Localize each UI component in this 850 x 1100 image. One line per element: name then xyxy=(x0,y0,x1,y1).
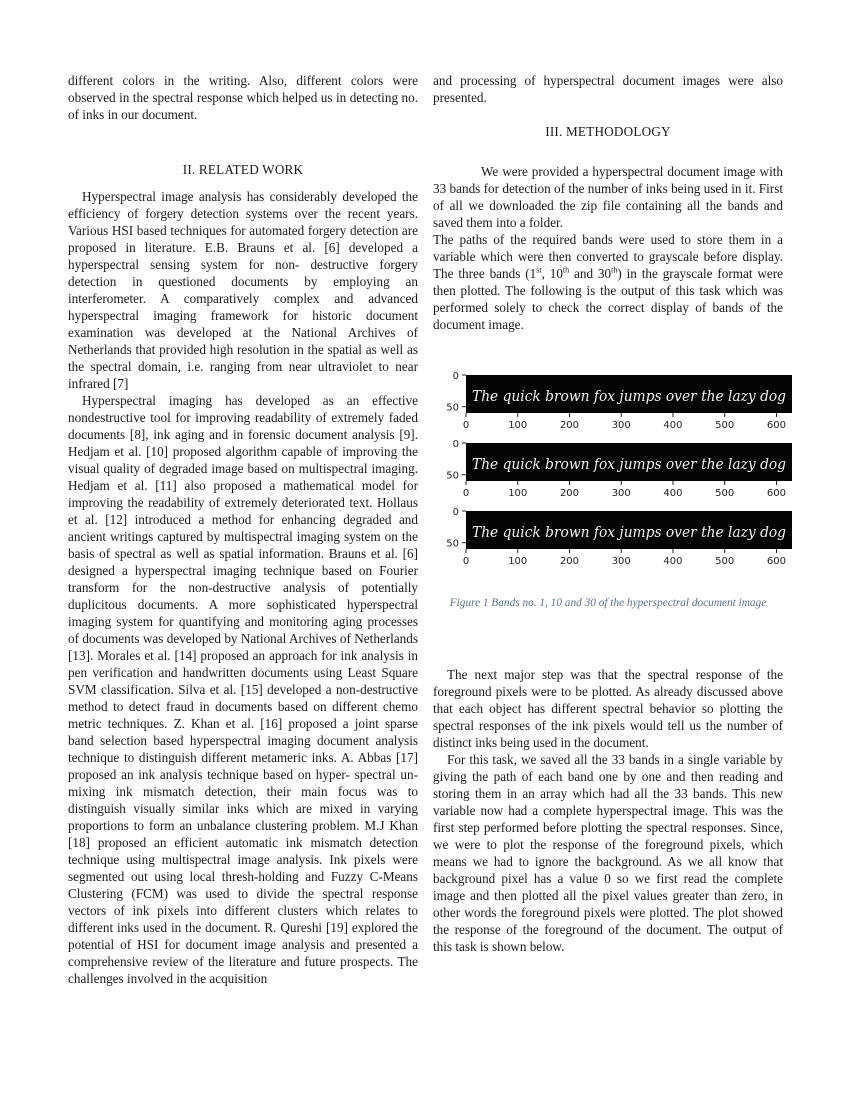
y-tick-label: 50 xyxy=(446,538,459,550)
left-column xyxy=(68,72,418,987)
band-images-plot xyxy=(433,371,793,591)
related-work-paragraph-1: Hyperspectral image analysis has considerably developed the efficiency of forgery detection systems over the recent years. Various HSI based techniques for automated forgery detection are proposed in literature. E.B. Brauns et al. [6] developed a hyperspectral sensing system for non- destructive forgery detection in questioned documents by employing an interferometer. A comparatively complex and advanced hyperspectral imaging framework for historic document examination was developed at the National Archives of Netherlands that provided high resolution in the spatial as well as the spectral domain, i.e. ranging from near ultraviolet to near infrared [7] xyxy=(68,189,418,391)
x-tick-label: 0 xyxy=(462,420,470,431)
x-tick-label: 200 xyxy=(559,556,580,567)
related-work-continuation: and processing of hyperspectral document images were also presented. xyxy=(433,73,783,105)
x-tick-label: 0 xyxy=(462,556,470,567)
x-tick-label: 200 xyxy=(559,488,580,499)
handwriting-text: The quick brown fox jumps over the lazy dog xyxy=(472,523,786,541)
x-tick-label: 300 xyxy=(611,420,631,431)
x-tick-label: 100 xyxy=(508,420,528,431)
x-tick-label: 400 xyxy=(663,420,683,431)
x-tick-label: 500 xyxy=(715,488,735,499)
x-tick-label: 600 xyxy=(766,556,787,567)
methodology-paragraph-3: The next major step was that the spectral response of the foreground pixels were to be plotted. As already discussed above that each object has different spectral behavior so plotting the spectral responses of the ink pixels would tell us the number of distinct inks being used in the document. xyxy=(433,667,783,750)
x-tick-label: 400 xyxy=(663,488,683,499)
figure-caption: Figure 1 Bands no. 1, 10 and 30 of the hyperspectral document image xyxy=(449,597,767,609)
methodology-paragraph-1: We were provided a hyperspectral document image with 33 bands for detection of the number of inks being used in it. First of all we downloaded the zip file containing all the bands and saved them into a folder. xyxy=(433,164,783,230)
band-figure xyxy=(433,371,787,591)
right-column xyxy=(433,72,787,955)
x-tick-label: 100 xyxy=(508,488,528,499)
x-tick-label: 100 xyxy=(508,556,528,567)
y-tick-label: 0 xyxy=(452,371,459,382)
handwriting-text: The quick brown fox jumps over the lazy dog xyxy=(472,387,786,405)
x-tick-label: 600 xyxy=(766,420,787,431)
x-tick-label: 500 xyxy=(715,420,735,431)
x-tick-label: 300 xyxy=(611,556,631,567)
x-tick-label: 400 xyxy=(663,556,683,567)
y-tick-label: 0 xyxy=(452,439,459,450)
methodology-paragraph-2: The paths of the required bands were used to store them in a variable which were then converted to grayscale before display. The three bands (1st, 10th and 30th) in the grayscale format were then plotted. The following is the output of this task which was performed solely to check the correct display of bands of the document image. xyxy=(433,232,784,332)
x-tick-label: 500 xyxy=(715,556,735,567)
x-tick-label: 600 xyxy=(766,488,787,499)
methodology-paragraph-4: For this task, we saved all the 33 bands in a single variable by giving the path of each band one by one and then reading and storing them in an array which had all the 33 bands. This new variable now had a complete hyperspectral image. This was the first step performed before plotting the spectral responses. Since, we were to plot the response of the foreground pixels, which means we had to ignore the background. As we all know that background pixel has a value 0 so we first read the complete image and then plotted all the pixel values greater than zero, in other words the foreground pixels were plotted. The plot showed the response of the foreground of the document. The output of this task is shown below. xyxy=(433,752,783,954)
intro-continuation-paragraph: different colors in the writing. Also, different colors were observed in the spectral response which helped us in detecting no. of inks in our document. xyxy=(68,73,418,122)
methodology-heading: III. METHODOLOGY xyxy=(545,124,671,139)
handwriting-text: The quick brown fox jumps over the lazy dog xyxy=(472,455,786,473)
related-work-paragraph-2: Hyperspectral imaging has developed as an effective nondestructive tool for improving readability of extremely faded documents [8], ink aging and in forensic document analysis [9]. Hedjam et al. [10] proposed algorithm capable of improving the visual quality of degraded image based on multispectral imaging. Hedjam et al. [11] also proposed a mathematical model for improving the readability of extremely deteriorated text. Hollaus et al. [12] introduced a method for enhancing degraded and ancient writings captured by multispectral imaging system on the basis of spectral as well as spatial information. Brauns et al. [6] designed a hyperspectral imaging technique based on Fourier transform for the non-destructive analysis of potentially duplicitous documents. A more sophisticated hyperspectral imaging system for quantifying and monitoring aging processes of documents was developed by National Archives of Netherlands [13]. Morales et al. [14] proposed an approach for ink analysis in pen verification and handwritten documents using Least Square SVM classification. Silva et al. [15] developed a non-destructive method to detect fraud in documents based on different chemo metric techniques. Z. Khan et al. [16] proposed a joint sparse band selection based hyperspectral imaging document analysis technique to distinguish different metameric inks. A. Abbas [17] proposed an ink analysis technique based on hyper- spectral un-mixing ink mismatch detection, their main focus was to distinguish visually similar inks which are mixed in varying proportions to form an unbalance clustering problem. M.J Khan [18] proposed an efficient automatic ink mismatch detection technique using multispectral image analysis. Ink pixels were segmented out using local thresh-holding and Fuzzy C-Means Clustering (FCM) was used to divide the spectral response vectors of ink pixels into different clusters which relates to different inks used in the document. R. Qureshi [19] explored the potential of HSI for document image analysis and presented a comprehensive review of the literature and future prospects. The challenges involved in the acquisition xyxy=(68,393,418,986)
related-work-heading: II. RELATED WORK xyxy=(182,162,304,177)
y-tick-label: 50 xyxy=(446,470,459,482)
x-tick-label: 0 xyxy=(462,488,470,499)
y-tick-label: 0 xyxy=(452,507,459,518)
x-tick-label: 300 xyxy=(611,488,631,499)
y-tick-label: 50 xyxy=(446,402,459,414)
x-tick-label: 200 xyxy=(559,420,580,431)
